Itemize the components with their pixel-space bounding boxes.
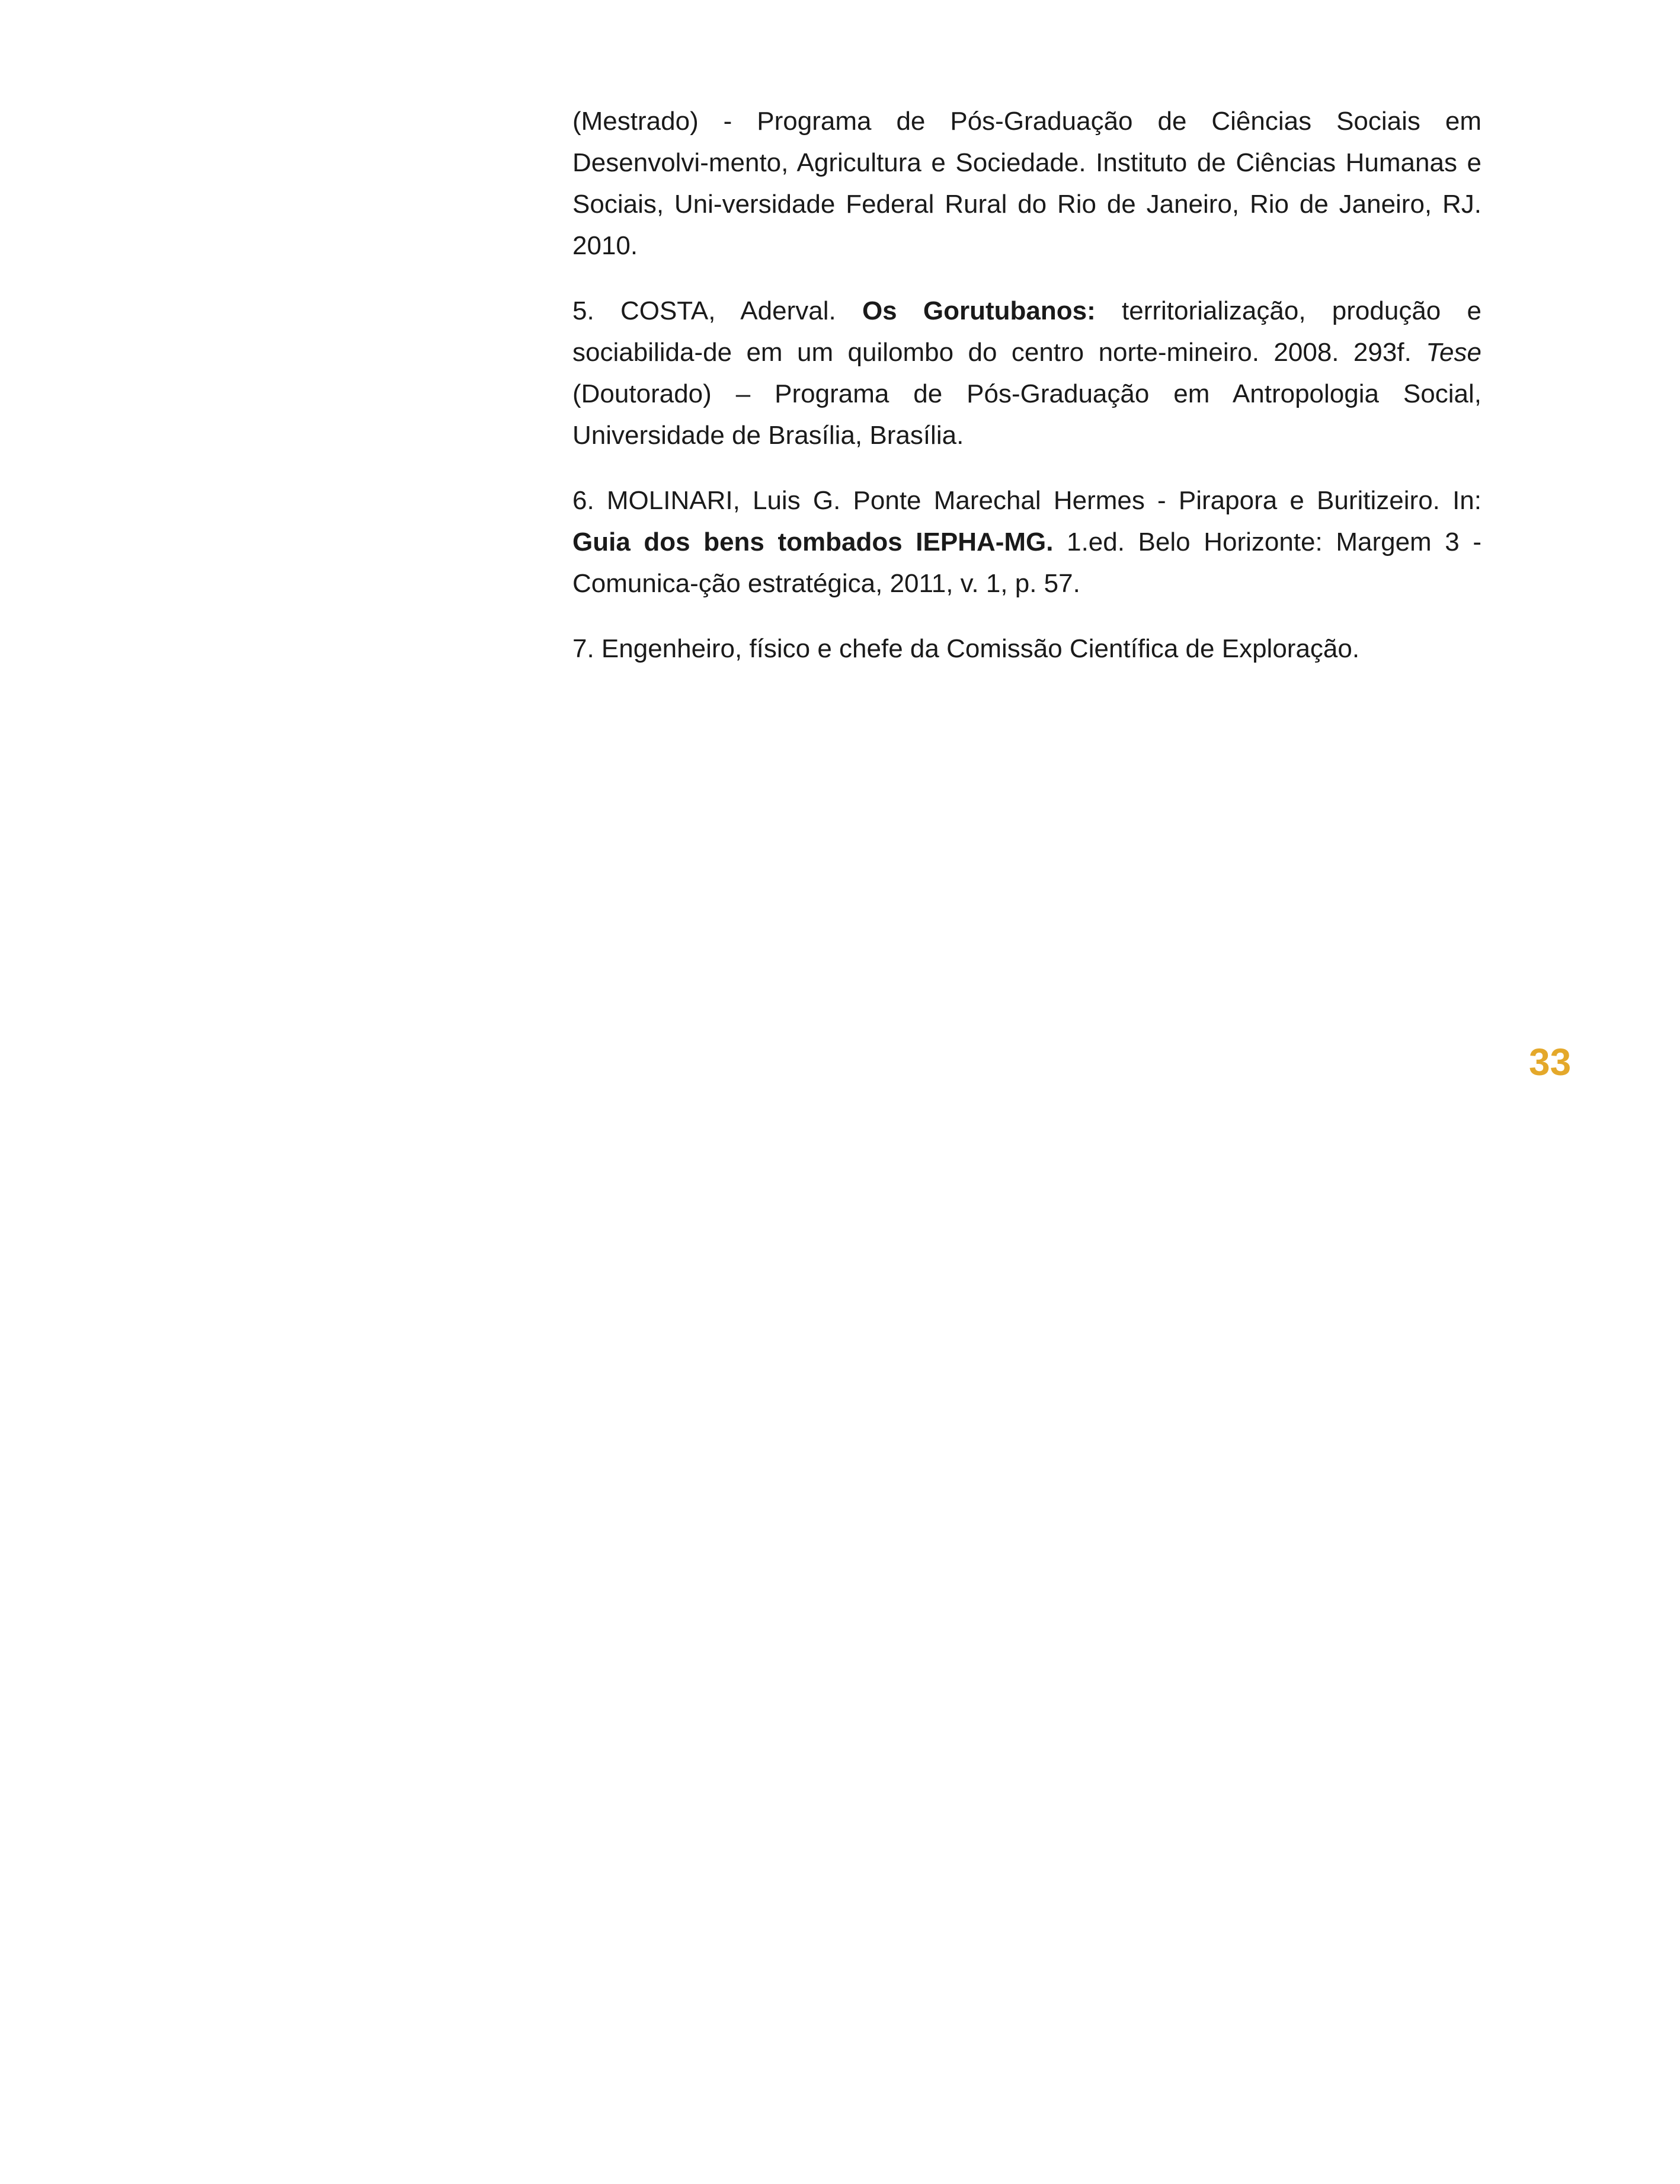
note-middle: territorialização, produção e sociabilida-de em um quilombo do centro norte-mineiro. 2008. 293f. — [572, 296, 1481, 367]
note-suffix: (Doutorado) – Programa de Pós-Graduação em Antropologia Social, Universidade de Brasília, Brasília. — [572, 379, 1481, 450]
note-6 — [572, 480, 1481, 605]
note-text: (Mestrado) - Programa de Pós-Graduação de Ciências Sociais em Desenvolvi-mento, Agricultura e Sociedade. Instituto de Ciências Humanas e Sociais, Uni-versidade Federal Rural do Rio de Janeiro, Rio de Janeiro, RJ. 2010. — [572, 107, 1481, 260]
note-4-continuation — [572, 101, 1481, 267]
note-5 — [572, 290, 1481, 456]
note-title: Guia dos bens tombados IEPHA-MG. — [572, 527, 1054, 557]
note-text: 7. Engenheiro, físico e chefe da Comissão Científica de Exploração. — [572, 634, 1360, 663]
page-number: 33 — [1529, 1041, 1572, 1083]
note-prefix: 5. COSTA, Aderval. — [572, 296, 862, 325]
endnotes — [572, 101, 1481, 693]
note-prefix: 6. MOLINARI, Luis G. Ponte Marechal Hermes - Pirapora e Buritizeiro. In: — [572, 486, 1481, 515]
note-7 — [572, 628, 1481, 670]
note-italic: Tese — [1426, 338, 1481, 367]
note-suffix: 1.ed. Belo Horizonte: Margem 3 - Comunica-ção estratégica, 2011, v. 1, p. 57. — [572, 527, 1481, 598]
note-title: Os Gorutubanos: — [862, 296, 1096, 325]
